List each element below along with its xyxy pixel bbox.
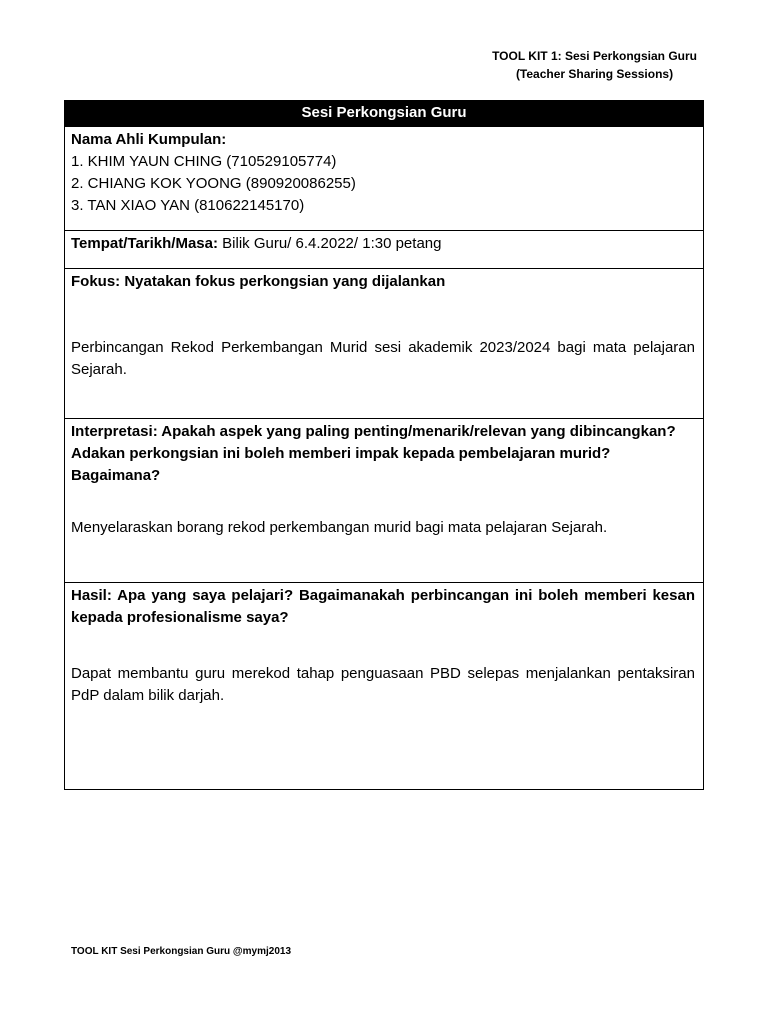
place-value: Bilik Guru/ 6.4.2022/ 1:30 petang	[217, 235, 442, 252]
document-header	[492, 47, 697, 83]
header-subtitle: (Teacher Sharing Sessions)	[515, 67, 674, 81]
header-title: TOOL KIT 1: Sesi Perkongsian Guru	[492, 49, 697, 63]
members-row	[65, 127, 704, 231]
place-row	[65, 231, 704, 269]
result-label: Hasil: Apa yang saya pelajari? Bagaimanakah perbincangan ini boleh memberi kesan kepada profesionalisme saya?	[71, 587, 695, 626]
members-label: Nama Ahli Kumpulan:	[71, 131, 227, 148]
place-label: Tempat/Tarikh/Masa:	[71, 235, 218, 252]
members-cell	[65, 127, 704, 231]
result-cell	[65, 583, 704, 790]
form-title: Sesi Perkongsian Guru	[65, 101, 704, 127]
focus-answer: Perbincangan Rekod Perkembangan Murid sesi akademik 2023/2024 bagi mata pelajaran Sejarah.	[71, 339, 695, 378]
focus-cell	[65, 269, 704, 419]
place-cell	[65, 231, 704, 269]
result-row	[65, 583, 704, 790]
sharing-session-form	[64, 100, 704, 790]
document-footer: TOOL KIT Sesi Perkongsian Guru @mymj2013	[71, 946, 292, 957]
member-item-3: 3. TAN XIAO YAN (810622145170)	[71, 197, 305, 214]
member-item-2: 2. CHIANG KOK YOONG (890920086255)	[71, 175, 356, 192]
focus-row	[65, 269, 704, 419]
interpretation-label: Interpretasi: Apakah aspek yang paling penting/menarik/relevan yang dibincangkan? Adakan perkongsian ini boleh memberi impak kepada pembelajaran murid? Bagaimana?	[71, 423, 676, 484]
interpretation-answer: Menyelaraskan borang rekod perkembangan murid bagi mata pelajaran Sejarah.	[71, 519, 608, 536]
interpretation-row	[65, 419, 704, 583]
interpretation-cell	[65, 419, 704, 583]
focus-label: Fokus: Nyatakan fokus perkongsian yang dijalankan	[71, 273, 446, 290]
member-item-1: 1. KHIM YAUN CHING (710529105774)	[71, 153, 337, 170]
result-answer: Dapat membantu guru merekod tahap penguasaan PBD selepas menjalankan pentaksiran PdP dalam bilik darjah.	[71, 665, 695, 704]
